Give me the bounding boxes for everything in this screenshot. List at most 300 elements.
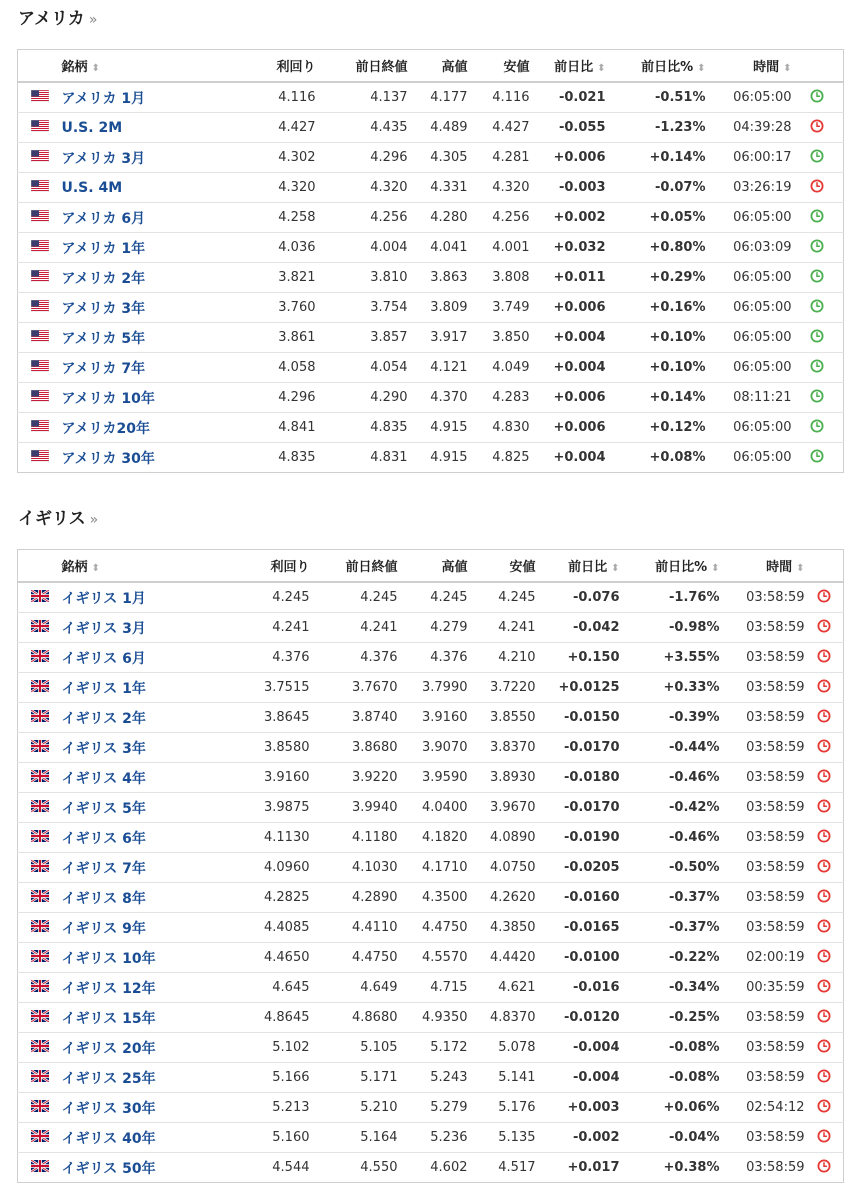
us-flag-icon (31, 270, 49, 286)
bond-name-link[interactable]: イギリス 2年 (61, 710, 146, 727)
table-row[interactable] (18, 703, 844, 733)
change-percent-cell: -0.34% (620, 973, 720, 1003)
clock-icon (817, 1159, 831, 1177)
bond-name-link[interactable]: イギリス 25年 (61, 1070, 156, 1087)
flag-header (18, 550, 62, 583)
clock-icon (817, 1069, 831, 1087)
yield-cell: 4.8645 (232, 1003, 310, 1033)
time-cell: 06:05:00 (706, 413, 792, 443)
bond-name-link[interactable]: イギリス 7年 (61, 860, 146, 877)
status-header (792, 50, 844, 83)
clock-icon (817, 1129, 831, 1147)
table-row[interactable] (18, 793, 844, 823)
yield-cell: 4.645 (232, 973, 310, 1003)
yield-cell: 5.213 (232, 1093, 310, 1123)
change-percent-cell: +0.14% (606, 143, 706, 173)
header-low[interactable]: 安値 (468, 550, 536, 583)
sort-icon[interactable]: ⬍ (91, 63, 100, 74)
table-row[interactable] (18, 203, 844, 233)
prev-close-cell: 3.857 (316, 323, 408, 353)
change-percent-cell: -0.22% (620, 943, 720, 973)
header-prev[interactable]: 前日終値 (310, 550, 398, 583)
bond-name-link[interactable]: イギリス 9年 (61, 920, 146, 937)
bond-name-link[interactable]: イギリス 40年 (61, 1130, 156, 1147)
bond-name-link[interactable]: イギリス 15年 (61, 1010, 156, 1027)
change-cell: -0.0180 (536, 763, 620, 793)
change-percent-cell: -0.44% (620, 733, 720, 763)
change-percent-cell: -0.08% (620, 1033, 720, 1063)
low-cell: 4.3850 (468, 913, 536, 943)
clock-icon (810, 119, 824, 137)
uk-flag-icon (31, 770, 49, 786)
high-cell: 4.305 (408, 143, 468, 173)
low-cell: 5.176 (468, 1093, 536, 1123)
table-row[interactable] (18, 173, 844, 203)
bond-name-link[interactable]: イギリス 20年 (61, 1040, 156, 1057)
table-row[interactable] (18, 353, 844, 383)
more-arrow-icon[interactable]: » (88, 12, 98, 28)
us-flag-icon (31, 240, 49, 256)
time-cell: 02:54:12 (720, 1093, 805, 1123)
low-cell: 3.9670 (468, 793, 536, 823)
time-cell: 06:05:00 (706, 203, 792, 233)
yield-cell: 4.427 (232, 113, 316, 143)
prev-close-cell: 4.004 (316, 233, 408, 263)
yield-cell: 4.2825 (232, 883, 310, 913)
yield-cell: 4.4650 (232, 943, 310, 973)
table-row[interactable] (18, 1003, 844, 1033)
bond-name-link[interactable]: イギリス 12年 (61, 980, 156, 997)
sort-icon[interactable]: ⬍ (783, 63, 792, 74)
us-flag-icon (31, 420, 49, 436)
high-cell: 3.9070 (398, 733, 468, 763)
us-flag-icon (31, 360, 49, 376)
high-cell: 4.715 (398, 973, 468, 1003)
time-cell: 06:05:00 (706, 353, 792, 383)
sort-icon[interactable]: ⬍ (711, 563, 720, 574)
uk-flag-icon (31, 980, 49, 996)
change-cell: -0.004 (536, 1033, 620, 1063)
high-cell: 3.917 (408, 323, 468, 353)
bond-name-link[interactable]: アメリカ20年 (61, 420, 151, 437)
change-percent-cell: -1.23% (606, 113, 706, 143)
prev-close-cell: 3.8680 (310, 733, 398, 763)
time-cell: 02:00:19 (720, 943, 805, 973)
time-cell: 06:05:00 (706, 82, 792, 113)
uk-flag-icon (31, 890, 49, 906)
low-cell: 4.256 (468, 203, 530, 233)
table-row[interactable] (18, 973, 844, 1003)
header-chgp[interactable]: 前日比% ⬍ (606, 50, 706, 83)
low-cell: 4.049 (468, 353, 530, 383)
bond-name-link[interactable]: イギリス 1年 (61, 680, 146, 697)
uk-flag-icon (31, 830, 49, 846)
change-cell: -0.055 (530, 113, 606, 143)
change-cell: +0.004 (553, 450, 606, 465)
high-cell: 4.602 (430, 1160, 468, 1175)
us-flag-icon (31, 120, 49, 136)
high-cell: 4.177 (408, 82, 468, 113)
time-cell: 00:35:59 (720, 973, 805, 1003)
change-cell: +0.004 (530, 353, 606, 383)
bond-name-link[interactable]: イギリス 6月 (61, 650, 146, 667)
sort-icon[interactable]: ⬍ (597, 63, 606, 74)
bond-name-link[interactable]: アメリカ 3月 (61, 150, 146, 167)
clock-icon (810, 269, 824, 287)
prev-close-cell: 5.164 (310, 1123, 398, 1153)
header-high[interactable]: 高値 (408, 50, 468, 83)
time-cell: 03:58:59 (720, 883, 805, 913)
yield-cell: 3.7515 (232, 673, 310, 703)
bond-name-link[interactable]: イギリス 1月 (61, 590, 146, 607)
bond-name-link[interactable]: イギリス 30年 (61, 1100, 156, 1117)
time-cell: 03:58:59 (720, 613, 805, 643)
prev-close-cell: 4.054 (316, 353, 408, 383)
clock-icon (817, 829, 831, 847)
uk-flag-icon (31, 1100, 49, 1116)
header-name[interactable]: 銘柄 ⬍ (62, 550, 232, 583)
header-prev[interactable]: 前日終値 (316, 50, 408, 83)
clock-icon (810, 419, 824, 437)
high-cell: 3.809 (408, 293, 468, 323)
prev-close-cell: 4.137 (316, 82, 408, 113)
bond-name-link[interactable]: アメリカ 7年 (61, 360, 146, 377)
table-row[interactable] (18, 443, 844, 473)
table-row[interactable] (18, 733, 844, 763)
high-cell: 5.279 (398, 1093, 468, 1123)
bond-name-link[interactable]: アメリカ 1月 (61, 90, 146, 107)
clock-icon (817, 739, 831, 757)
change-percent-cell: -0.42% (620, 793, 720, 823)
time-cell: 03:58:59 (720, 823, 805, 853)
header-name[interactable]: 銘柄 ⬍ (62, 50, 232, 83)
status-header (805, 550, 844, 583)
header-chgp[interactable]: 前日比% ⬍ (620, 550, 720, 583)
yield-cell: 4.296 (232, 383, 316, 413)
sort-icon[interactable]: ⬍ (91, 563, 100, 574)
time-cell: 06:03:09 (706, 233, 792, 263)
change-cell: -0.0190 (536, 823, 620, 853)
section-title-uk[interactable] (18, 509, 98, 530)
yield-cell: 4.4085 (232, 913, 310, 943)
table-row[interactable] (18, 1123, 844, 1153)
prev-close-cell: 3.9940 (310, 793, 398, 823)
prev-close-cell: 3.810 (316, 263, 408, 293)
table-row[interactable] (18, 1153, 844, 1183)
us-flag-icon (31, 300, 49, 316)
high-cell: 5.236 (398, 1123, 468, 1153)
change-percent-cell: -0.98% (620, 613, 720, 643)
yield-cell: 4.058 (232, 353, 316, 383)
time-cell: 03:58:59 (746, 1160, 805, 1175)
bond-name-link[interactable]: イギリス 6年 (61, 830, 146, 847)
bond-name-link[interactable]: イギリス 50年 (61, 1160, 156, 1177)
change-cell: -0.0120 (536, 1003, 620, 1033)
change-percent-cell: -0.37% (620, 883, 720, 913)
bond-name-link[interactable]: イギリス 3月 (61, 620, 146, 637)
prev-close-cell: 4.8680 (310, 1003, 398, 1033)
change-cell: -0.076 (536, 582, 620, 613)
table-row[interactable] (18, 293, 844, 323)
uk-flag-icon (31, 1160, 49, 1176)
low-cell: 3.8930 (468, 763, 536, 793)
change-cell: +0.003 (536, 1093, 620, 1123)
more-arrow-icon[interactable]: » (89, 512, 99, 528)
low-cell: 4.241 (468, 613, 536, 643)
high-cell: 3.9160 (398, 703, 468, 733)
table-row[interactable] (18, 323, 844, 353)
table-row[interactable] (18, 82, 844, 113)
sort-icon[interactable]: ⬍ (796, 563, 805, 574)
section-title-us[interactable] (18, 9, 97, 30)
header-low[interactable]: 安値 (468, 50, 530, 83)
clock-icon (817, 1039, 831, 1057)
prev-close-cell: 4.835 (316, 413, 408, 443)
change-percent-cell: -0.46% (620, 823, 720, 853)
high-cell: 4.9350 (398, 1003, 468, 1033)
table-row[interactable] (18, 413, 844, 443)
yield-cell: 5.166 (232, 1063, 310, 1093)
yield-cell: 5.160 (232, 1123, 310, 1153)
table-row[interactable] (18, 763, 844, 793)
table-row[interactable] (18, 1093, 844, 1123)
table-row[interactable] (18, 233, 844, 263)
clock-icon (817, 859, 831, 877)
uk-flag-icon (31, 1040, 49, 1056)
change-cell: -0.0170 (536, 733, 620, 763)
high-cell: 4.279 (398, 613, 468, 643)
prev-close-cell: 5.210 (310, 1093, 398, 1123)
table-header-row (18, 550, 844, 583)
change-cell: -0.0165 (536, 913, 620, 943)
change-percent-cell: +0.33% (620, 673, 720, 703)
table-row[interactable] (18, 113, 844, 143)
section-title-text[interactable]: アメリカ (18, 9, 85, 29)
time-cell: 03:58:59 (720, 1003, 805, 1033)
table-row[interactable] (18, 853, 844, 883)
low-cell: 4.245 (468, 582, 536, 613)
yield-cell: 4.376 (232, 643, 310, 673)
clock-icon (817, 619, 831, 637)
low-cell: 4.825 (492, 450, 530, 465)
clock-icon (817, 1099, 831, 1117)
clock-icon (810, 299, 824, 317)
change-cell: -0.0170 (536, 793, 620, 823)
yield-cell: 4.320 (232, 173, 316, 203)
high-cell: 4.5570 (398, 943, 468, 973)
time-cell: 03:58:59 (720, 1123, 805, 1153)
high-cell: 4.331 (408, 173, 468, 203)
table-row[interactable] (18, 383, 844, 413)
time-cell: 03:58:59 (720, 733, 805, 763)
low-cell: 4.621 (468, 973, 536, 1003)
table-row[interactable] (18, 582, 844, 613)
prev-close-cell: 4.241 (310, 613, 398, 643)
prev-close-cell: 4.4750 (310, 943, 398, 973)
us-bonds-body (18, 82, 844, 473)
yield-cell: 3.861 (232, 323, 316, 353)
table-row[interactable] (18, 823, 844, 853)
yield-cell: 3.9160 (232, 763, 310, 793)
clock-icon (810, 149, 824, 167)
bond-name-link[interactable]: イギリス 10年 (61, 950, 156, 967)
clock-icon (817, 1009, 831, 1027)
uk-flag-icon (31, 680, 49, 696)
table-row[interactable] (18, 643, 844, 673)
low-cell: 4.320 (468, 173, 530, 203)
section-title-text[interactable]: イギリス (18, 509, 86, 529)
header-time[interactable]: 時間 ⬍ (706, 50, 792, 83)
bond-name-link[interactable]: U.S. 4M (61, 179, 123, 196)
change-percent-cell: -0.46% (620, 763, 720, 793)
change-percent-cell: +3.55% (620, 643, 720, 673)
table-row[interactable] (18, 883, 844, 913)
low-cell: 3.749 (468, 293, 530, 323)
clock-icon (817, 919, 831, 937)
table-row[interactable] (18, 1033, 844, 1063)
yield-cell: 3.8580 (232, 733, 310, 763)
low-cell: 4.830 (468, 413, 530, 443)
us-flag-icon (31, 150, 49, 166)
prev-close-cell: 4.649 (310, 973, 398, 1003)
time-cell: 06:05:00 (706, 293, 792, 323)
prev-close-cell: 3.9220 (310, 763, 398, 793)
table-row[interactable] (18, 913, 844, 943)
prev-close-cell: 4.320 (316, 173, 408, 203)
bond-name-link[interactable]: アメリカ 2年 (61, 270, 146, 287)
uk-flag-icon (31, 740, 49, 756)
time-cell: 06:00:17 (706, 143, 792, 173)
clock-icon (810, 209, 824, 227)
change-cell: -0.0205 (536, 853, 620, 883)
time-cell: 03:58:59 (720, 853, 805, 883)
change-percent-cell: -0.50% (620, 853, 720, 883)
sort-icon[interactable]: ⬍ (611, 563, 620, 574)
uk-bonds-body (18, 582, 844, 1183)
uk-flag-icon (31, 1070, 49, 1086)
time-cell: 03:58:59 (720, 673, 805, 703)
header-chg[interactable]: 前日比 ⬍ (536, 550, 620, 583)
high-cell: 4.041 (408, 233, 468, 263)
table-row[interactable] (18, 613, 844, 643)
prev-close-cell: 5.171 (310, 1063, 398, 1093)
low-cell: 3.7220 (468, 673, 536, 703)
low-cell: 4.4420 (468, 943, 536, 973)
low-cell: 4.116 (468, 82, 530, 113)
change-percent-cell: -0.04% (620, 1123, 720, 1153)
low-cell: 4.0750 (468, 853, 536, 883)
time-cell: 06:05:00 (706, 263, 792, 293)
prev-close-cell: 4.256 (316, 203, 408, 233)
change-percent-cell: +0.38% (663, 1160, 720, 1175)
high-cell: 5.172 (398, 1033, 468, 1063)
bond-name-link[interactable]: アメリカ 5年 (61, 330, 146, 347)
bond-name-link[interactable]: イギリス 8年 (61, 890, 146, 907)
uk-flag-icon (31, 710, 49, 726)
clock-icon (810, 179, 824, 197)
header-time[interactable]: 時間 ⬍ (720, 550, 805, 583)
high-cell: 4.915 (408, 413, 468, 443)
clock-icon (817, 709, 831, 727)
yield-cell: 4.1130 (232, 823, 310, 853)
high-cell: 4.376 (398, 643, 468, 673)
time-cell: 03:58:59 (720, 763, 805, 793)
bond-name-link[interactable]: アメリカ 10年 (61, 390, 155, 407)
bond-name-link[interactable]: アメリカ 1年 (61, 240, 146, 257)
uk-flag-icon (31, 1130, 49, 1146)
low-cell: 3.8550 (468, 703, 536, 733)
yield-cell: 4.258 (232, 203, 316, 233)
high-cell: 3.863 (408, 263, 468, 293)
prev-close-cell: 3.8740 (310, 703, 398, 733)
table-row[interactable] (18, 263, 844, 293)
us-flag-icon (31, 330, 49, 346)
bond-name-link[interactable]: アメリカ 30年 (61, 450, 155, 467)
table-row[interactable] (18, 943, 844, 973)
yield-cell: 4.841 (232, 413, 316, 443)
prev-close-cell: 5.105 (310, 1033, 398, 1063)
header-high[interactable]: 高値 (398, 550, 468, 583)
header-yield[interactable]: 利回り (232, 50, 316, 83)
yield-cell: 4.241 (232, 613, 310, 643)
low-cell: 5.141 (468, 1063, 536, 1093)
change-cell: -0.004 (536, 1063, 620, 1093)
high-cell: 4.280 (408, 203, 468, 233)
change-cell: -0.002 (536, 1123, 620, 1153)
time-cell: 03:58:59 (720, 1033, 805, 1063)
prev-close-cell: 4.245 (310, 582, 398, 613)
change-cell: -0.0150 (536, 703, 620, 733)
prev-close-cell: 4.1030 (310, 853, 398, 883)
clock-icon (817, 679, 831, 697)
time-cell: 04:39:28 (706, 113, 792, 143)
table-header-row (18, 50, 844, 83)
bond-name-link[interactable]: イギリス 4年 (61, 770, 146, 787)
low-cell: 5.078 (468, 1033, 536, 1063)
table-row[interactable] (18, 1063, 844, 1093)
low-cell: 4.8370 (468, 1003, 536, 1033)
us-flag-icon (31, 210, 49, 226)
low-cell: 4.001 (468, 233, 530, 263)
bond-name-link[interactable]: アメリカ 3年 (61, 300, 146, 317)
prev-close-cell: 4.290 (316, 383, 408, 413)
flag-header (18, 50, 62, 83)
clock-icon (817, 949, 831, 967)
low-cell: 3.8370 (468, 733, 536, 763)
low-cell: 4.2620 (468, 883, 536, 913)
header-yield[interactable]: 利回り (232, 550, 310, 583)
clock-icon (810, 359, 824, 377)
bond-name-link[interactable]: U.S. 2M (61, 119, 123, 136)
table-row[interactable] (18, 673, 844, 703)
table-row[interactable] (18, 143, 844, 173)
change-percent-cell: +0.12% (606, 413, 706, 443)
prev-close-cell: 3.7670 (310, 673, 398, 703)
prev-close-cell: 4.376 (310, 643, 398, 673)
clock-icon (817, 799, 831, 817)
change-percent-cell: +0.08% (649, 450, 706, 465)
bond-name-link[interactable]: アメリカ 6月 (61, 210, 146, 227)
header-chg[interactable]: 前日比 ⬍ (530, 50, 606, 83)
bond-name-link[interactable]: イギリス 3年 (61, 740, 146, 757)
us-flag-icon (31, 450, 49, 466)
bond-name-link[interactable]: イギリス 5年 (61, 800, 146, 817)
low-cell: 4.517 (498, 1160, 536, 1175)
low-cell: 4.283 (468, 383, 530, 413)
change-cell: +0.006 (530, 413, 606, 443)
time-cell: 06:05:00 (706, 323, 792, 353)
sort-icon[interactable]: ⬍ (697, 63, 706, 74)
